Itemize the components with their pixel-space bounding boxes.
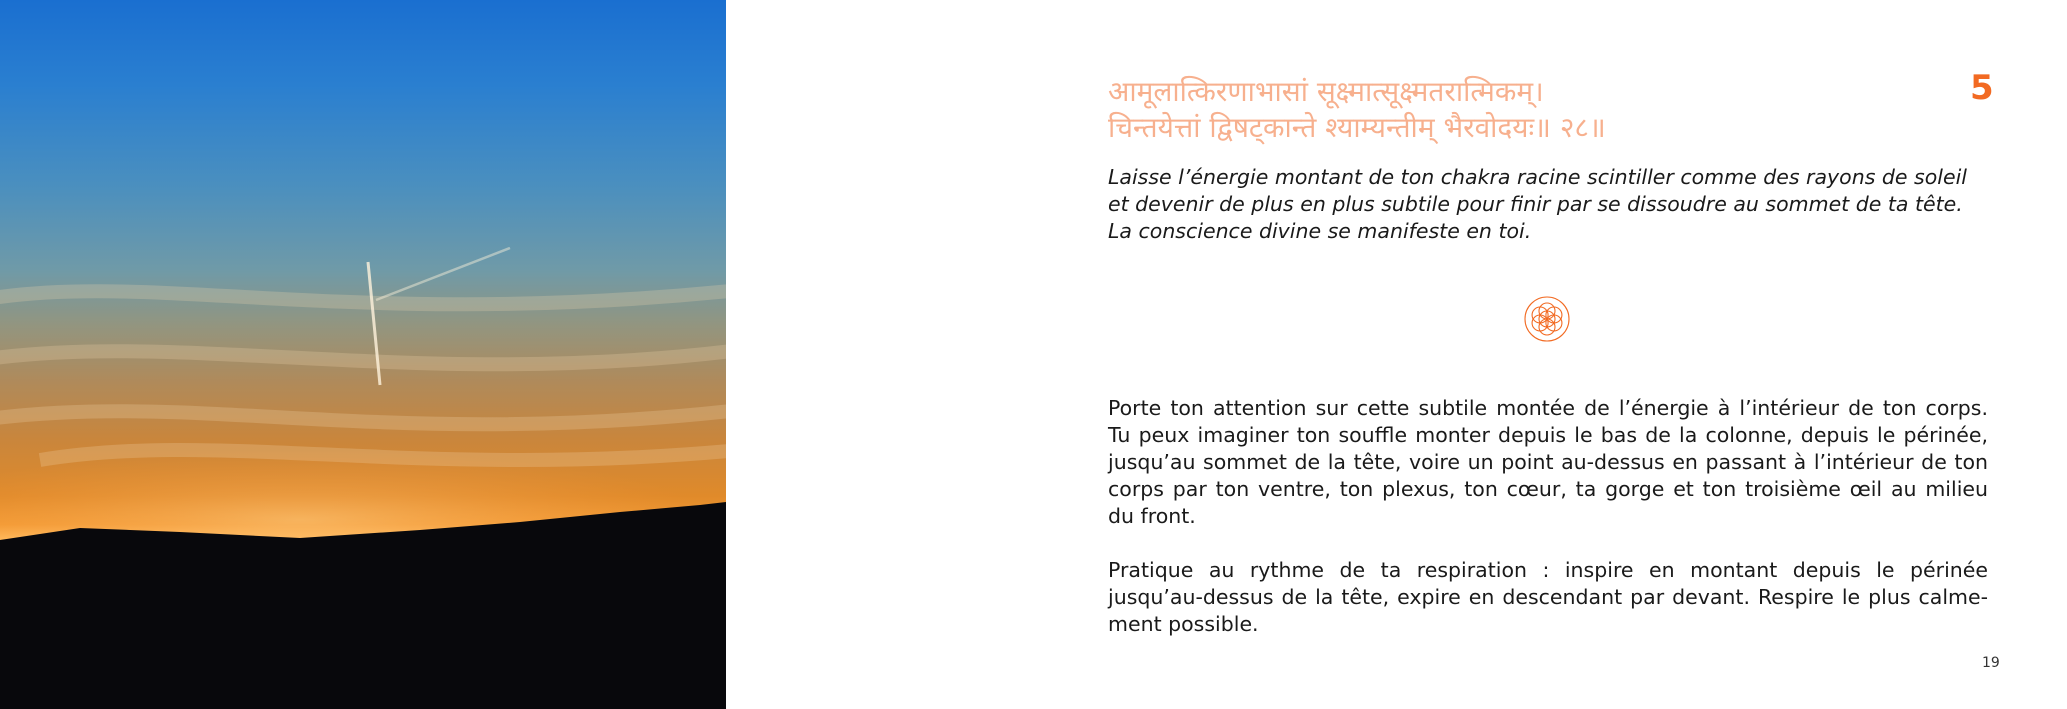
text-page — [726, 0, 2067, 709]
italic-translation — [1108, 164, 1993, 245]
paragraph2-line: ment possible. — [1108, 612, 1259, 636]
translation-line: La conscience divine se manifeste en toi. — [1108, 219, 1532, 243]
paragraph1-line: corps par ton ventre, ton plexus, ton cœur, ta gorge et ton troisième œil au milieu — [1108, 477, 1988, 501]
page-number: 19 — [1982, 655, 2000, 671]
paragraph2-line: Pratique au rythme de ta respiration : inspire en montant depuis le périnée — [1108, 558, 1988, 582]
translation-line: Laisse l’énergie montant de ton chakra racine scintiller comme des rayons de soleil — [1108, 165, 1967, 189]
sunset-scene — [0, 0, 726, 709]
body-text — [1108, 395, 1988, 638]
paragraph1-line: jusqu’au sommet de la tête, voire un point au-dessus en passant à l’intérieur de ton — [1108, 450, 1988, 474]
paragraph-gap — [1108, 530, 1988, 557]
flower-of-life-icon — [1523, 295, 1571, 343]
sanskrit-verse — [1108, 74, 1808, 146]
paragraph1-line: Tu peux imaginer ton souffle monter depuis le bas de la colonne, depuis le périnée, — [1108, 423, 1988, 447]
paragraph2-line: jusqu’au-dessus de la tête, expire en descendant par devant. Respire le plus calme- — [1108, 585, 1988, 609]
translation-line: et devenir de plus en plus subtile pour finir par se dissoudre au sommet de ta tête. — [1108, 192, 1963, 216]
sanskrit-line: चिन्तयेत्तां द्विषट्कान्ते श्याम्यन्तीम् भैरवोदयः॥ २८॥ — [1108, 111, 1606, 144]
verse-number: 5 — [1970, 68, 1994, 108]
paragraph1-line: du front. — [1108, 504, 1196, 528]
paragraph1-line: Porte ton attention sur cette subtile montée de l’énergie à l’intérieur de ton corps. — [1108, 396, 1988, 420]
sanskrit-line: आमूलात्किरणाभासां सूक्ष्मात्सूक्ष्मतरात्मिकम्। — [1108, 75, 1544, 108]
sunset-photo — [0, 0, 726, 709]
